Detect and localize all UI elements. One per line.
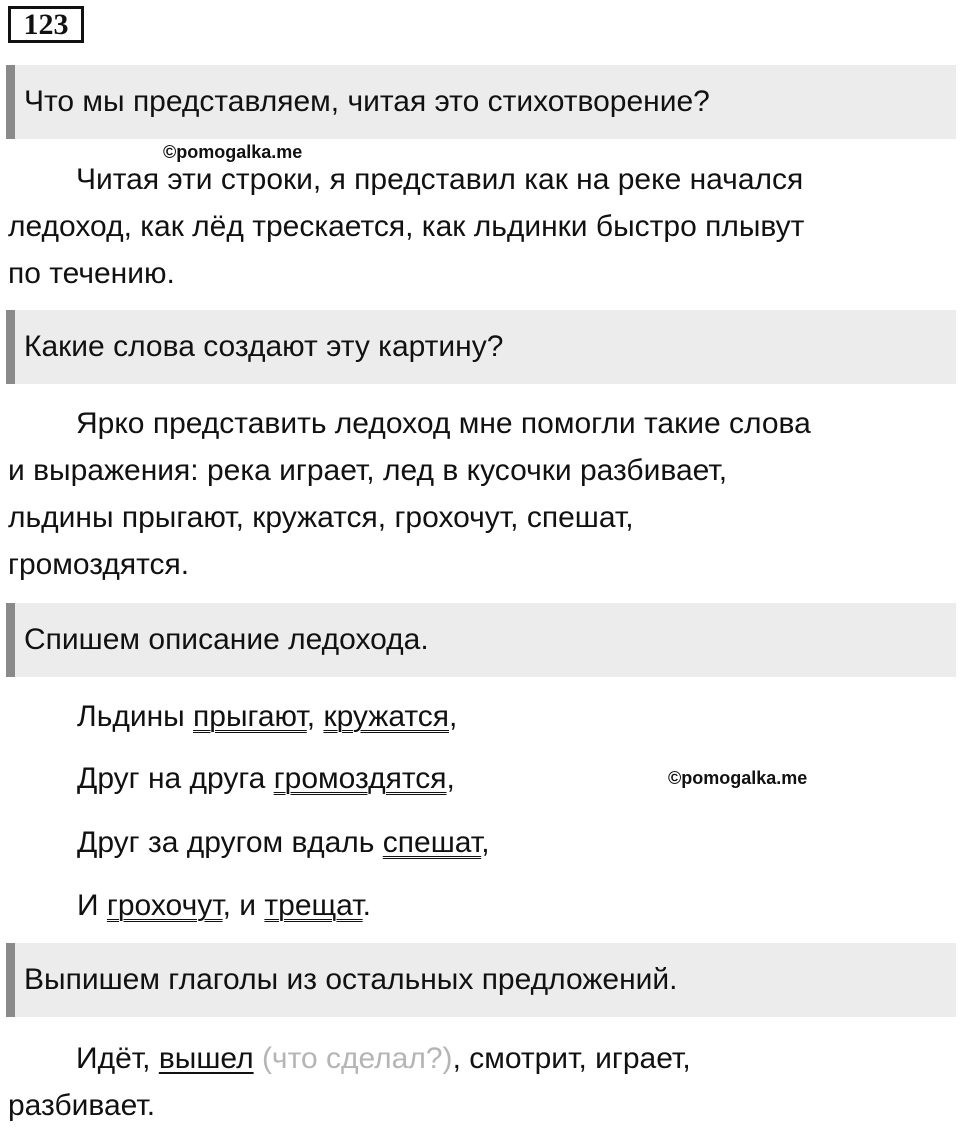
answer-1-line-2: ледоход, как лёд трескается, как льдинки быстро плывут: [8, 210, 805, 243]
poem-line-3: [77, 826, 490, 860]
poem-text: Друг на друга: [77, 762, 274, 795]
question-4-bar: [6, 943, 956, 1017]
poem-line-1: [77, 700, 457, 734]
answer-4-line-2: разбивает.: [8, 1089, 156, 1122]
answer-4: [8, 1035, 908, 1129]
answer-1-line-1: Читая эти строки, я представил как на реке начался: [76, 163, 804, 196]
verb-underlined: прыгают: [193, 700, 307, 733]
question-1-text: Что мы представляем, читая это стихотворение?: [24, 85, 710, 118]
poem-text: И: [77, 889, 107, 922]
question-2-text: Какие слова создают эту картину?: [24, 330, 504, 363]
question-4-text: Выпишем глаголы из остальных предложений.: [24, 963, 678, 996]
answer-1: [8, 156, 908, 297]
poem-line-4: [77, 889, 371, 923]
answer-1-line-3: по течению.: [8, 257, 175, 290]
verb-underlined: спешат: [382, 826, 482, 859]
answer-2: [8, 400, 908, 588]
poem-punct: ,: [446, 762, 455, 795]
answer-2-line-3: льдины прыгают, кружатся, грохочут, спешат,: [8, 501, 634, 534]
question-3-text: Спишем описание ледохода.: [24, 623, 429, 656]
task-number: 123: [8, 6, 84, 43]
verb-underlined: трещат: [264, 889, 363, 922]
poem-text: , и: [222, 889, 265, 922]
poem-punct: .: [362, 889, 371, 922]
question-3-bar: [6, 603, 956, 677]
answer-2-line-4: громоздятся.: [8, 548, 190, 581]
answer-2-line-2: и выражения: река играет, лед в кусочки разбивает,: [8, 454, 728, 487]
poem-text: Льдины: [77, 700, 194, 733]
answer-4-text: , смотрит, играет,: [452, 1042, 691, 1075]
verb-underlined: кружатся: [323, 700, 449, 733]
poem-text: ,: [306, 700, 324, 733]
watermark: ©pomogalka.me: [163, 142, 303, 162]
watermark: ©pomogalka.me: [668, 768, 808, 788]
poem-line-2: [77, 762, 455, 796]
poem-punct: ,: [449, 700, 458, 733]
question-2-bar: [6, 310, 956, 384]
poem-text: Друг за другом вдаль: [77, 826, 383, 859]
poem-punct: ,: [481, 826, 490, 859]
verb-underlined: громоздятся: [273, 762, 447, 795]
answer-2-line-1: Ярко представить ледоход мне помогли такие слова: [76, 407, 811, 440]
verb-underlined: вышел: [158, 1042, 254, 1075]
verb-underlined: грохочут: [106, 889, 223, 922]
answer-4-text: Идёт,: [76, 1042, 159, 1075]
question-1-bar: [6, 65, 956, 139]
question-hint: (что сделал?): [253, 1042, 453, 1075]
